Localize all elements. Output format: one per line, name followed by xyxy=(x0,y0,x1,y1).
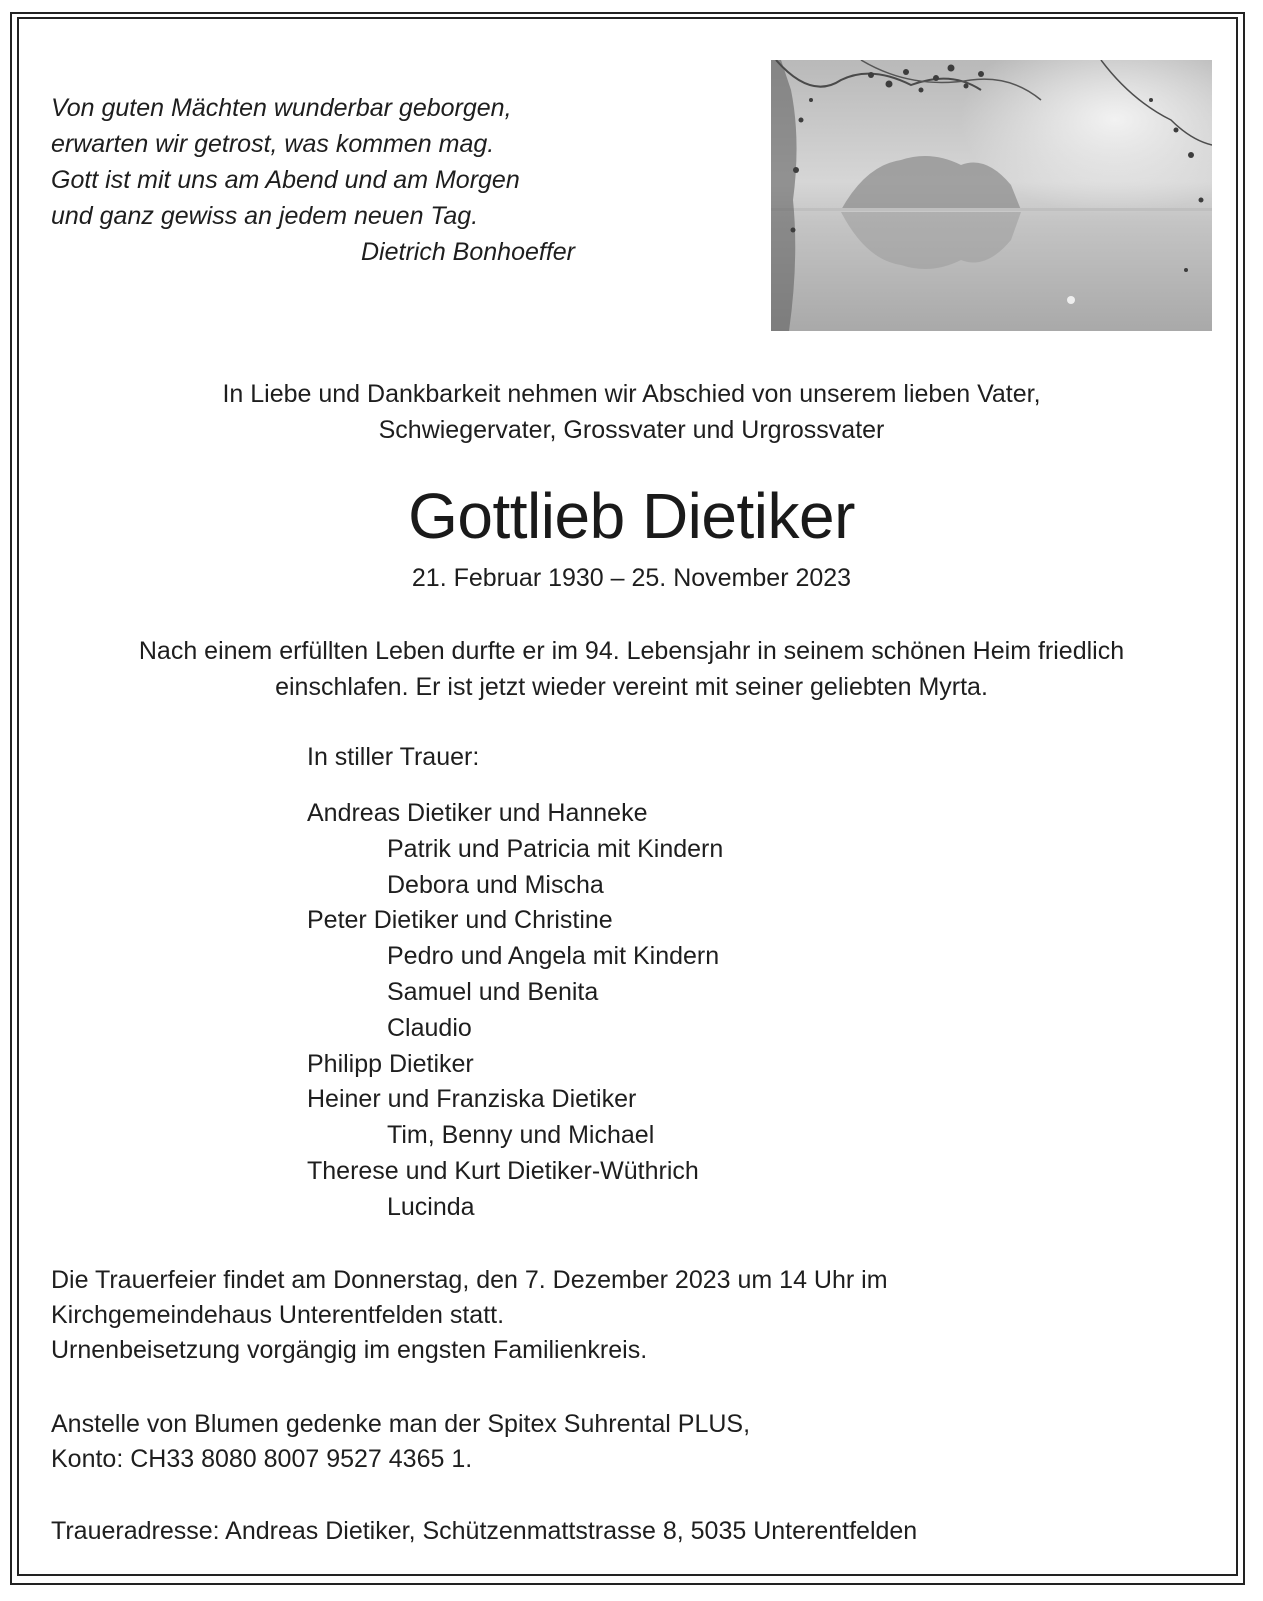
mourner: Heiner und Franziska Dietiker xyxy=(307,1085,637,1114)
mourner: Peter Dietiker und Christine xyxy=(307,906,613,935)
service-line: Urnenbeisetzung vorgängig im engsten Familienkreis. xyxy=(51,1336,648,1364)
quote-author: Dietrich Bonhoeffer xyxy=(361,238,576,266)
mourning-address xyxy=(51,1514,917,1549)
quote-line: Von guten Mächten wunderbar geborgen, xyxy=(51,94,512,122)
address-line: Traueradresse: Andreas Dietiker, Schützenmattstrasse 8, 5035 Unterentfelden xyxy=(51,1517,918,1545)
mourning-label: In stiller Trauer: xyxy=(307,743,480,771)
donation-account: Konto: CH33 8080 8007 9527 4365 1. xyxy=(51,1445,473,1473)
deceased-name: Gottlieb Dietiker xyxy=(408,480,855,552)
service-line: Kirchgemeindehaus Unterentfelden statt. xyxy=(51,1301,505,1329)
donation-info xyxy=(51,1407,750,1477)
intro-line: In Liebe und Dankbarkeit nehmen wir Abschied von unserem lieben Vater, xyxy=(222,380,1041,408)
donation-line: Anstelle von Blumen gedenke man der Spitex Suhrental PLUS, xyxy=(51,1410,751,1438)
mourner: Andreas Dietiker und Hanneke xyxy=(307,799,648,827)
quote-line: erwarten wir getrost, was kommen mag. xyxy=(51,130,495,158)
life-dates: 21. Februar 1930 – 25. November 2023 xyxy=(411,564,852,592)
intro-line: Schwiegervater, Grossvater und Urgrossvater xyxy=(378,416,885,444)
misty-lake-illustration xyxy=(771,60,1212,331)
life-text xyxy=(0,633,1263,705)
mourner: Claudio xyxy=(387,1013,472,1042)
bonhoeffer-quote xyxy=(51,90,576,266)
mourner: Samuel und Benita xyxy=(387,977,599,1006)
misty-lake-photo xyxy=(771,60,1212,331)
mourner: Lucinda xyxy=(387,1192,475,1221)
life-line: Nach einem erfüllten Leben durfte er im 94. Lebensjahr in seinem schönen Heim friedlich xyxy=(138,637,1125,665)
quote-line: und ganz gewiss an jedem neuen Tag. xyxy=(51,202,479,230)
quote-line: Gott ist mit uns am Abend und am Morgen xyxy=(51,166,520,194)
mourner: Pedro und Angela mit Kindern xyxy=(387,942,720,971)
mourner: Debora und Mischa xyxy=(387,870,604,899)
mourner: Philipp Dietiker xyxy=(307,1049,474,1078)
mourner: Patrik und Patricia mit Kindern xyxy=(387,834,724,863)
intro-text xyxy=(0,376,1263,448)
life-line: einschlafen. Er ist jetzt wieder vereint mit seiner geliebten Myrta. xyxy=(275,673,988,701)
mourners-list xyxy=(307,796,723,1226)
service-line: Die Trauerfeier findet am Donnerstag, den 7. Dezember 2023 um 14 Uhr im xyxy=(51,1266,888,1294)
service-info xyxy=(51,1263,888,1368)
mourner: Tim, Benny und Michael xyxy=(387,1121,655,1150)
mourner: Therese und Kurt Dietiker-Wüthrich xyxy=(307,1156,699,1185)
